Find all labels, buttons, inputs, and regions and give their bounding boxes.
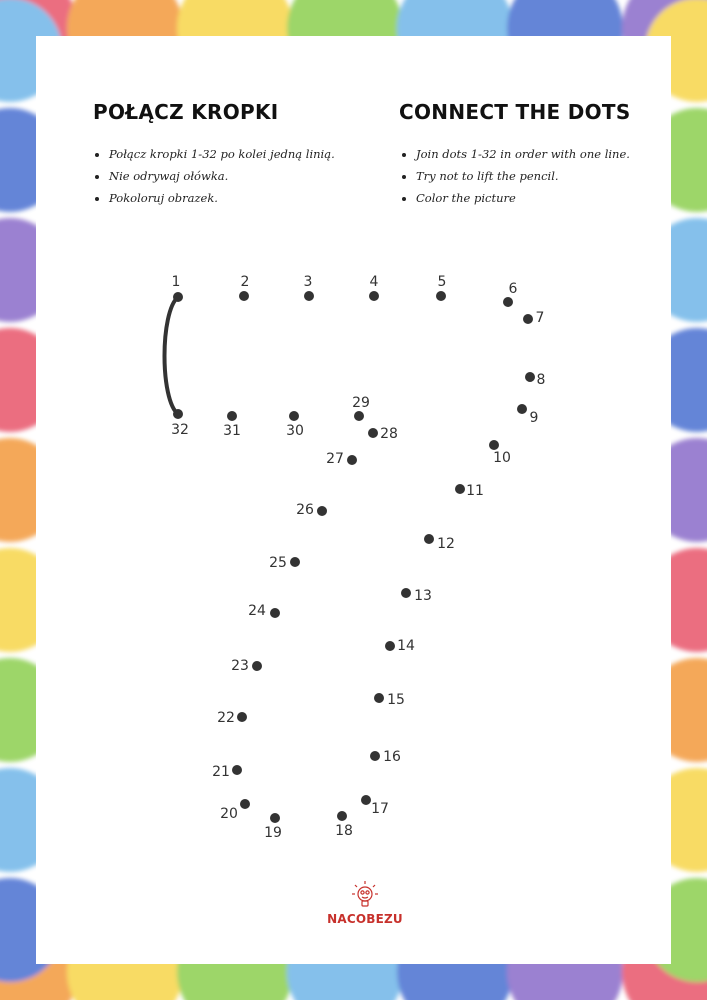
dot-29 [354,411,364,421]
dot-26 [317,506,327,516]
english-title: CONNECT THE DOTS [399,100,631,124]
dot-label-4: 4 [369,274,379,290]
dot-32 [173,409,183,419]
dot-6 [503,297,513,307]
dot-30 [289,411,299,421]
polish-instruction: • Nie odrywaj ołówka. [109,168,379,190]
dot-25 [290,557,300,567]
dot-label-1: 1 [171,274,181,290]
dot-label-19: 19 [264,825,282,841]
dot-label-16: 16 [383,749,401,765]
dot-label-15: 15 [387,692,405,708]
dot-13 [401,588,411,598]
dot-3 [304,291,314,301]
dot-label-30: 30 [286,423,304,439]
dot-11 [455,484,465,494]
dot-7 [523,314,533,324]
dot-21 [232,765,242,775]
dot-label-24: 24 [248,603,266,619]
dot-label-18: 18 [335,823,353,839]
dot-16 [370,751,380,761]
english-instruction: • Color the picture [416,190,696,212]
dot-label-21: 21 [212,764,230,780]
dot-label-11: 11 [466,483,484,499]
dot-19 [270,813,280,823]
dot-label-28: 28 [380,426,398,442]
dot-31 [227,411,237,421]
lightbulb-icon [350,880,380,910]
dot-15 [374,693,384,703]
polish-instruction: • Pokoloruj obrazek. [109,190,379,212]
english-instruction: • Join dots 1-32 in order with one line. [416,146,696,168]
dot-24 [270,608,280,618]
dot-label-29: 29 [352,395,370,411]
dot-label-17: 17 [371,801,389,817]
dot-label-12: 12 [437,536,455,552]
dot-27 [347,455,357,465]
dot-14 [385,641,395,651]
dot-label-20: 20 [220,806,238,822]
dot-17 [361,795,371,805]
dot-label-32: 32 [171,422,189,438]
english-instruction: • Try not to lift the pencil. [416,168,696,190]
dot-label-23: 23 [231,658,249,674]
dot-label-22: 22 [217,710,235,726]
dot-label-13: 13 [414,588,432,604]
dot-label-2: 2 [240,274,250,290]
brand-name: NACOBEZU [327,912,403,926]
dot-label-25: 25 [269,555,287,571]
dot-10 [489,440,499,450]
dot-9 [517,404,527,414]
dot-label-5: 5 [437,274,447,290]
polish-instruction: • Połącz kropki 1-32 po kolei jedną linią. [109,146,379,168]
dot-18 [337,811,347,821]
dot-20 [240,799,250,809]
dot-label-10: 10 [493,450,511,466]
dot-label-7: 7 [535,310,545,326]
dot-label-8: 8 [536,372,546,388]
dot-label-9: 9 [529,410,539,426]
dot-1 [173,292,183,302]
nacobezu-logo [320,880,410,926]
dot-label-14: 14 [397,638,415,654]
dot-8 [525,372,535,382]
dot-22 [237,712,247,722]
dot-23 [252,661,262,671]
dot-4 [369,291,379,301]
polish-title: POŁĄCZ KROPKI [93,100,279,124]
dot-label-31: 31 [223,423,241,439]
dot-label-26: 26 [296,502,314,518]
connected-line-1-32 [165,297,179,414]
dot-label-27: 27 [326,451,344,467]
dot-label-6: 6 [508,281,518,297]
dot-5 [436,291,446,301]
dot-label-3: 3 [303,274,313,290]
dot-12 [424,534,434,544]
dot-28 [368,428,378,438]
dot-2 [239,291,249,301]
